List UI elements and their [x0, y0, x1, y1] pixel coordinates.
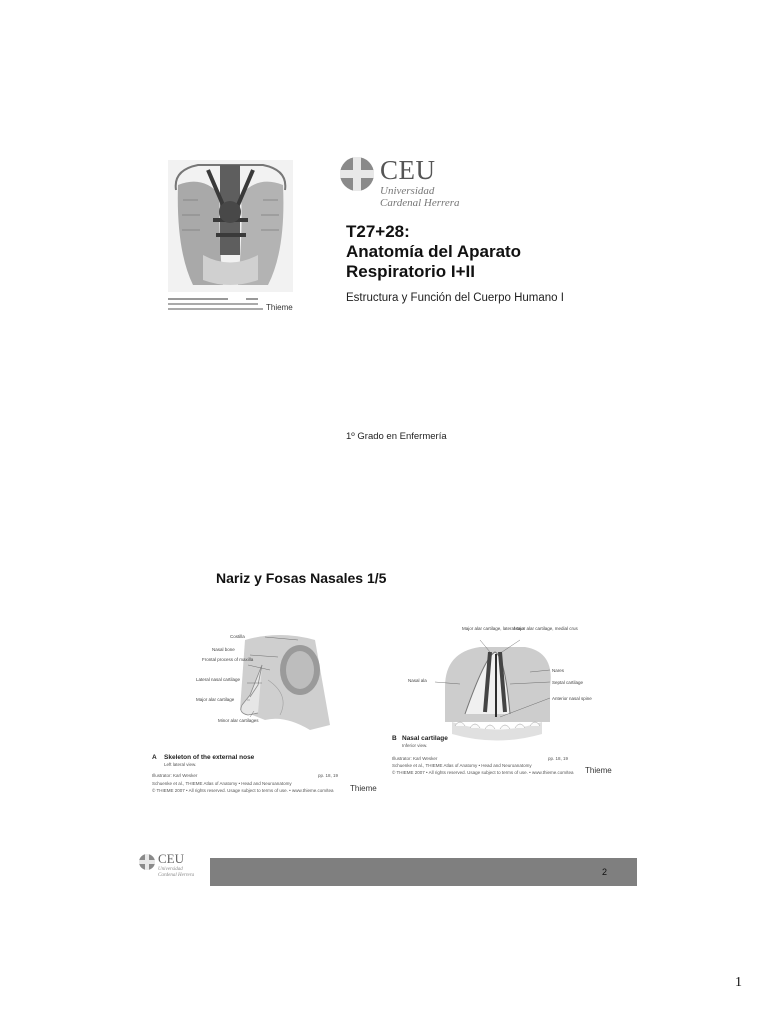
- figure-a-thieme-logo: Thieme: [350, 784, 377, 793]
- figure-b-view: Inferior view.: [402, 743, 428, 748]
- footer-logo-sub1: Universidad: [158, 867, 183, 872]
- figure-b-illustrator: Illustrator: Karl Wesker: [392, 756, 438, 761]
- figure-b-nasal-cartilage: [390, 622, 625, 782]
- label-anterior-nasal-spine: Anterior nasal spine: [552, 696, 592, 701]
- degree-label: 1º Grado en Enfermería: [346, 431, 447, 442]
- figure-b-letter: B: [392, 735, 397, 742]
- figure-b-title: Nasal cartilage: [402, 735, 448, 742]
- label-medial-crus: Major alar cartilage, medial crus: [514, 626, 578, 631]
- label-major-alar-cartilage: Major alar cartilage: [196, 697, 235, 702]
- figure-a-letter: A: [152, 754, 157, 761]
- label-costilla: Costilla: [230, 634, 245, 639]
- label-lateral-nasal-cartilage: Lateral nasal cartilage: [196, 677, 241, 682]
- footer-cross-emblem-icon: [138, 853, 156, 871]
- label-nares: Nares: [552, 668, 565, 673]
- ceu-cross-emblem-icon: [338, 155, 376, 193]
- label-frontal-process: Frontal process of maxilla: [202, 657, 254, 662]
- figure-a-view: Left lateral view.: [164, 762, 197, 767]
- thieme-logo-small: Thieme: [266, 303, 293, 312]
- figure-b-copyright: © THIEME 2007 • All rights reserved. Usage subject to terms of use. • www.thieme.com/tea: [392, 770, 574, 775]
- title-line-2: Anatomía del Aparato: [346, 242, 522, 261]
- figure-a-citation: Schuenke et al., THIEME Atlas of Anatomy • Head and Neuroanatomy: [152, 781, 292, 786]
- figure-b-page-ref: pp. 18, 19: [548, 756, 569, 761]
- title-line-3: Respiratorio I+II: [346, 262, 475, 281]
- label-minor-alar-cartilages: Minor alar cartilages: [218, 718, 259, 723]
- figure-a-page-ref: pp. 18, 19: [318, 773, 339, 778]
- slide-footer-bar: [210, 858, 637, 886]
- footer-logo-ceu-text: CEU: [158, 851, 184, 866]
- figure-a-illustrator: Illustrator: Karl Wesker: [152, 773, 198, 778]
- figure-a-copyright: © THIEME 2007 • All rights reserved. Usage subject to terms of use. • www.thieme.com/tea: [152, 788, 334, 793]
- label-lateral-crus: Major alar cartilage, lateral crus: [462, 626, 525, 631]
- slide2-title: Nariz y Fosas Nasales 1/5: [216, 570, 387, 586]
- slide1-title: [346, 222, 646, 282]
- label-nasal-bone: Nasal bone: [212, 647, 235, 652]
- label-septal-cartilage: Septal cartilage: [552, 680, 584, 685]
- title-line-1: T27+28:: [346, 222, 410, 241]
- logo-subtitle-line1: Universidad: [380, 185, 435, 197]
- figure-a-title: Skeleton of the external nose: [164, 754, 255, 761]
- thorax-figure-credit: [166, 296, 296, 314]
- logo-ceu-text: CEU: [380, 155, 436, 185]
- page-number: 1: [735, 975, 742, 990]
- logo-subtitle-line2: Cardenal Herrera: [380, 197, 460, 209]
- course-subtitle: Estructura y Función del Cuerpo Humano I: [346, 292, 564, 304]
- thorax-anatomy-figure: [168, 160, 293, 292]
- slide-number: 2: [601, 867, 607, 877]
- footer-ceu-logo: [138, 852, 210, 882]
- label-nasal-ala: Nasal ala: [408, 678, 427, 683]
- ceu-university-logo: [338, 155, 478, 211]
- figure-b-thieme-logo: Thieme: [585, 766, 612, 775]
- figure-a-nose-skeleton: [150, 625, 390, 795]
- footer-logo-sub2: Cardenal Herrera: [158, 873, 195, 878]
- figure-b-citation: Schuenke et al., THIEME Atlas of Anatomy • Head and Neuroanatomy: [392, 763, 532, 768]
